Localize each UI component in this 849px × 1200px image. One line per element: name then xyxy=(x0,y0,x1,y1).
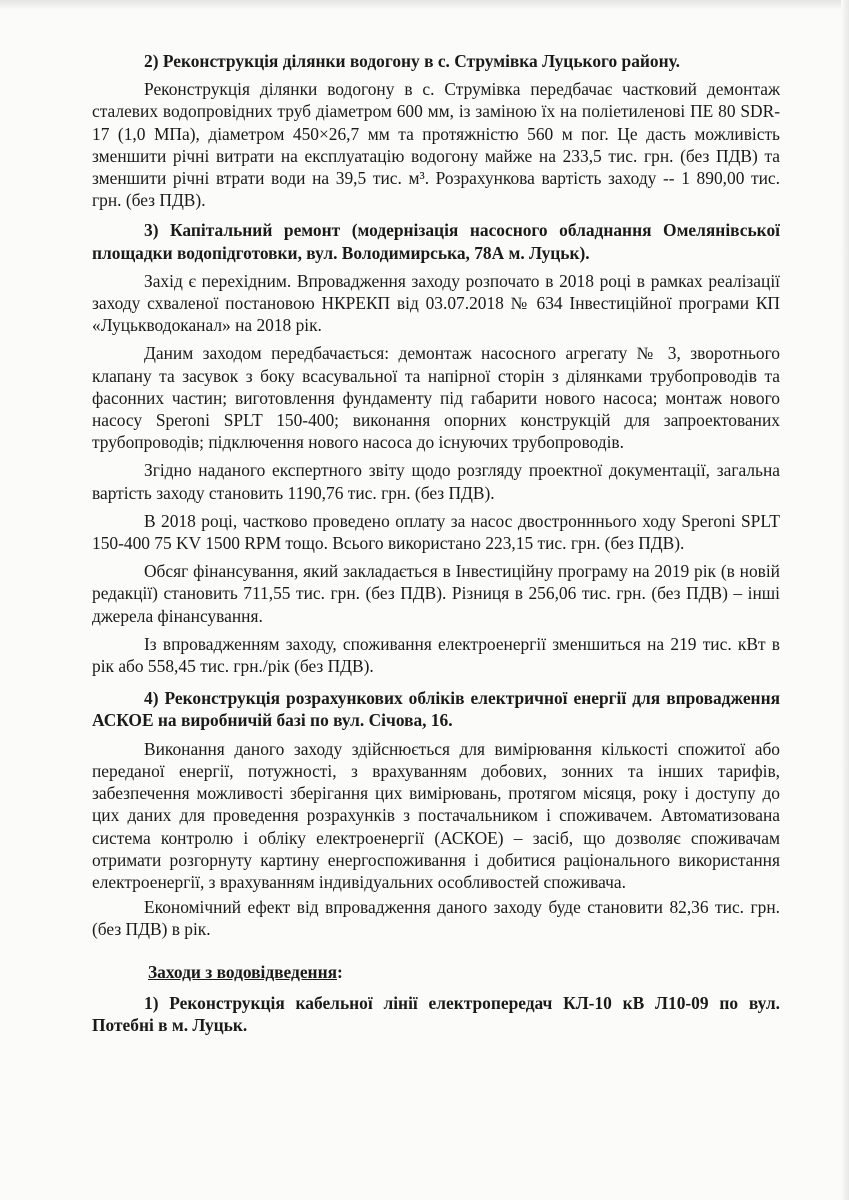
scan-right-shadow xyxy=(841,0,849,1200)
section-title: Заходи з водовідведення xyxy=(148,961,337,982)
section-title-colon: : xyxy=(337,961,343,982)
item-3-paragraph-6: Із впровадженням заходу, споживання електроенергії зменшиться на 219 тис. кВт в рік або 558,45 тис. грн./рік (без ПДВ). xyxy=(92,633,780,677)
scan-top-shadow xyxy=(0,0,849,10)
item-3-paragraph-1: Захід є перехідним. Впровадження заходу розпочато в 2018 році в рамках реалізації заходу схваленої постановою НКРЕКП від 03.07.2018 № 634 Інвестиційної програми КП «Луцькводоканал» на 2018 рік. xyxy=(92,270,780,336)
item-2-paragraph-1: Реконструкція ділянки водогону в с. Струмівка передбачає частковий демонтаж сталевих водопровідних труб діаметром 600 мм, із заміною їх на поліетиленові ПЕ 80 SDR-17 (1,0 МПа), діаметром 450×26,7 мм та протяжністю 560 м пог. Це дасть можливість зменшити річні витрати на експлуатацію водогону майже на 233,5 тис. грн. (без ПДВ) та зменшити річні втрати води на 39,5 тис. м³. Розрахункова вартість заходу -- 1 890,00 тис. грн. (без ПДВ). xyxy=(92,79,780,211)
item-4-paragraph-2: Економічний ефект від впровадження даного заходу буде становити 82,36 тис. грн. (без ПДВ) в рік. xyxy=(92,897,780,940)
item-3-paragraph-4: В 2018 році, частково проведено оплату за насос двостронннього ходу Speroni SPLT 150-400 75 KV 1500 RPM тощо. Всього використано 223,15 тис. грн. (без ПДВ). xyxy=(92,510,780,554)
item-3-paragraph-3: Згідно наданого експертного звіту щодо розгляду проектної документації, загальна вартість заходу становить 1190,76 тис. грн. (без ПДВ). xyxy=(92,460,780,503)
section-heading xyxy=(92,961,780,983)
item-4-paragraph-1: Виконання даного заходу здійснюється для вимірювання кількості спожитої або переданої енергії, потужності, з врахуванням добових, зонних та інших тарифів, забезпечення можливості зберігання цих вимірювань, протягом місяця, року і доступу до цих даних для проведення розрахунків з постачальником і споживачем. Автоматизована система контролю і обліку електроенергії (АСКОЕ) – засіб, що дозволяє споживачам отримати розгорнуту картину енергоспоживання і добитися раціонального використання електроенергії, з врахуванням індивідуальних особливостей споживача. xyxy=(92,738,780,892)
item-3-paragraph-2: Даним заходом передбачається: демонтаж насосного агрегату № 3, зворотнього клапану та засувок з боку всасувальної та напірної сторін з ділянками трубопроводів та фасонних частин; виготовлення фундаменту під габарити нового насоса; монтаж нового насосу Speroni SPLT 150-400; виконання опорних конструкцій для запроектованих трубопроводів; підключення нового насоса до існуючих трубопроводів. xyxy=(92,343,780,453)
item-4-heading: 4) Реконструкція розрахункових обліків електричної енергії для впровадження АСКОЕ на виробничій базі по вул. Січова, 16. xyxy=(92,688,780,731)
item-3-paragraph-5: Обсяг фінансування, який закладається в Інвестиційну програму на 2019 рік (в новій редакції) становить 711,55 тис. грн. (без ПДВ). Різниця в 256,06 тис. грн. (без ПДВ) – інші джерела фінансування. xyxy=(92,561,780,626)
drainage-item-1-heading: 1) Реконструкція кабельної лінії електропередач КЛ-10 кВ Л10-09 по вул. Потебні в м. Луцьк. xyxy=(92,992,780,1035)
item-3-heading: 3) Капітальний ремонт (модернізація насосного обладнання Омелянівської площадки водопідготовки, вул. Володимирська, 78А м. Луцьк). xyxy=(92,220,780,263)
document-page xyxy=(92,50,780,1042)
item-2-heading: 2) Реконструкція ділянки водогону в с. Струмівка Луцького району. xyxy=(144,51,680,71)
